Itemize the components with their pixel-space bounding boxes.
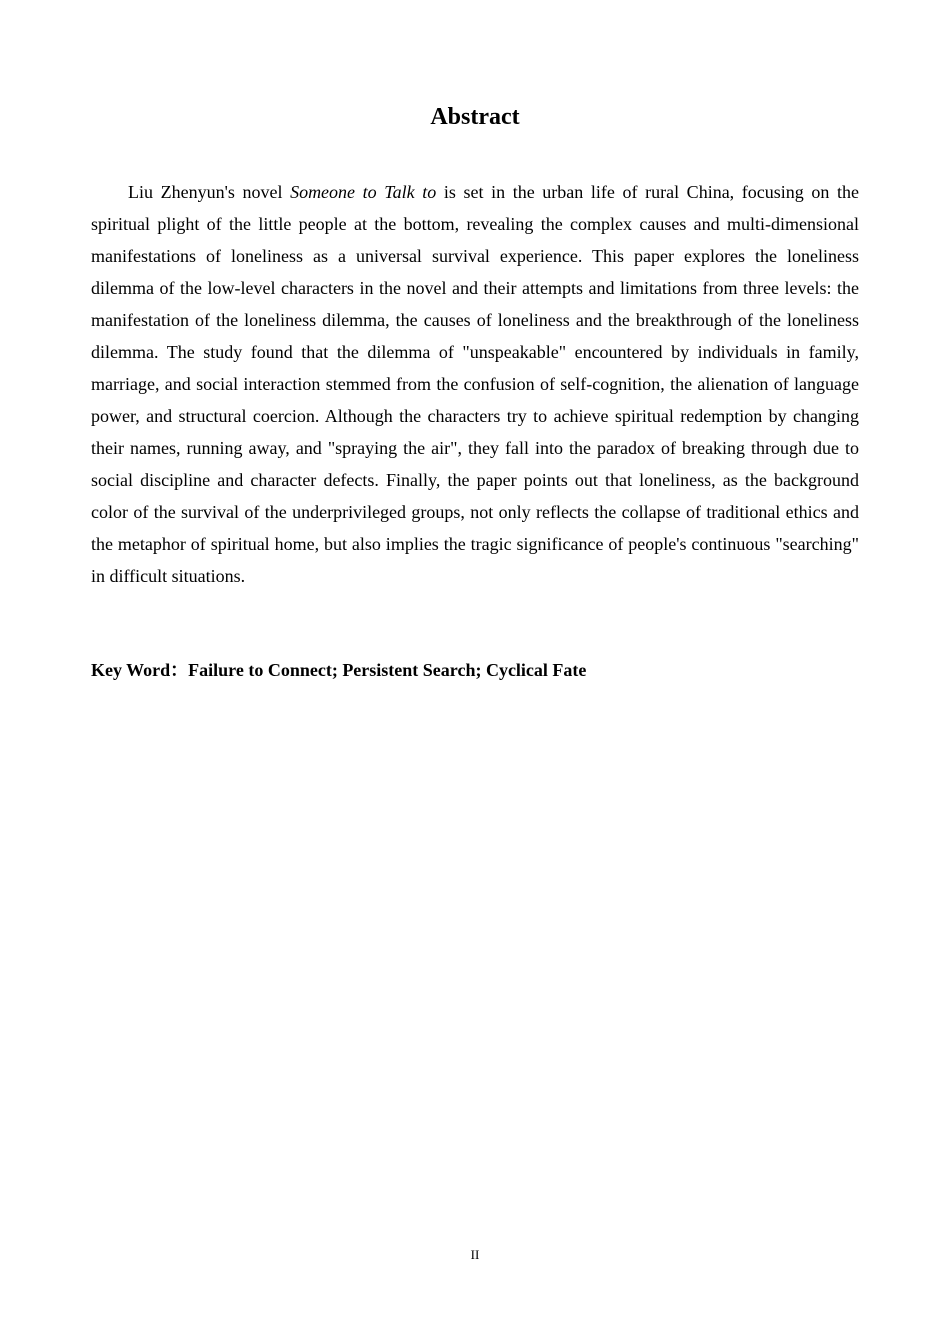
abstract-lead-text: Liu Zhenyun's novel [128,182,291,202]
page-number: II [470,1247,480,1262]
keywords-values: Failure to Connect; Persistent Search; Cyclical Fate [188,660,587,680]
book-title: Someone to Talk to [290,182,437,202]
abstract-title: Abstract [430,104,520,130]
abstract-paragraph [91,176,859,592]
keywords-line [91,655,859,685]
keywords-label: Key Word： [91,660,189,680]
abstract-body-text: is set in the urban life of rural China, focusing on the spiritual plight of the little people at the bottom, revealing the complex causes and multi-dimensional manifestations of loneliness as a universal survival experience. This paper explores the loneliness dilemma of the low-level characters in the novel and their attempts and limitations from three levels: the manifestation of the loneliness dilemma, the causes of loneliness and the breakthrough of the loneliness dilemma. The study found that the dilemma of "unspeakable" encountered by individuals in family, marriage, and social interaction stemmed from the confusion of self-cognition, the alienation of language power, and structural coercion. Although the characters try to achieve spiritual redemption by changing their names, running away, and "spraying the air", they fall into the paradox of breaking through due to social discipline and character defects. Finally, the paper points out that loneliness, as the background color of the survival of the underprivileged groups, not only reflects the collapse of traditional ethics and the metaphor of spiritual home, but also implies the tragic significance of people's continuous "searching" in difficult situations. [91,182,859,586]
